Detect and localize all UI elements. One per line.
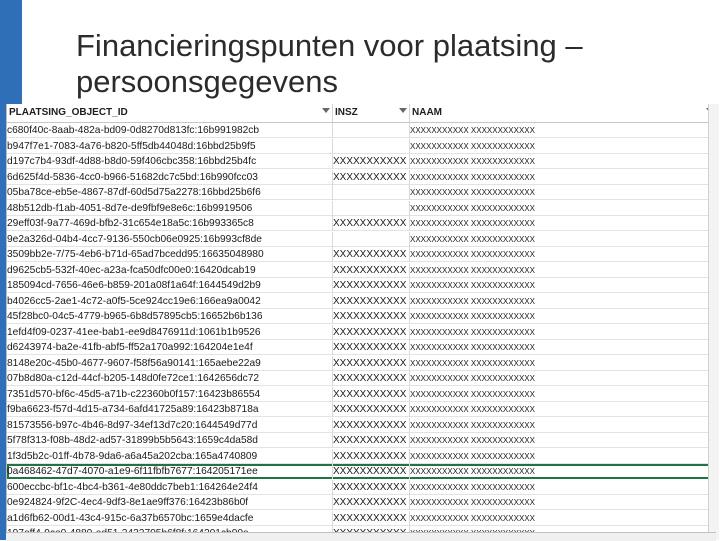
table-row[interactable] <box>7 356 717 371</box>
cell-naam[interactable]: XXXXXXXXXXX XXXXXXXXXXXX <box>410 387 717 402</box>
slide-title <box>76 28 706 100</box>
cell-naam[interactable]: XXXXXXXXXXX XXXXXXXXXXXX <box>410 170 717 185</box>
column-header-label: INSZ <box>335 107 358 118</box>
cell-naam[interactable]: XXXXXXXXXXX XXXXXXXXXXXX <box>410 449 717 464</box>
cell-plaatsing-object-id[interactable]: 600eccbc-bf1c-4bc4-b361-4e80ddc7beb1:164264e24f4 <box>7 480 333 495</box>
table-row[interactable] <box>7 371 717 386</box>
table-row[interactable] <box>7 464 717 479</box>
cell-naam[interactable]: XXXXXXXXXXX XXXXXXXXXXXX <box>410 278 717 293</box>
table-row[interactable] <box>7 216 717 231</box>
table-row[interactable] <box>7 185 717 200</box>
table-row[interactable] <box>7 449 717 464</box>
filter-dropdown-icon[interactable] <box>322 108 330 113</box>
table-row[interactable] <box>7 139 717 154</box>
cell-plaatsing-object-id[interactable]: 0e924824-9f2C-4ec4-9df3-8e1ae9ff376:16423b86b0f <box>7 495 333 510</box>
cell-naam[interactable]: XXXXXXXXXXX XXXXXXXXXXXX <box>410 154 717 169</box>
table-row[interactable] <box>7 123 717 138</box>
cell-naam[interactable]: XXXXXXXXXXX XXXXXXXXXXXX <box>410 123 717 138</box>
cell-naam[interactable]: XXXXXXXXXXX XXXXXXXXXXXX <box>410 495 717 510</box>
cell-naam[interactable]: XXXXXXXXXXX XXXXXXXXXXXX <box>410 371 717 386</box>
cell-insz[interactable]: XXXXXXXXXXX <box>333 464 410 479</box>
cell-naam[interactable]: XXXXXXXXXXX XXXXXXXXXXXX <box>410 418 717 433</box>
cell-naam[interactable]: XXXXXXXXXXX XXXXXXXXXXXX <box>410 433 717 448</box>
table-row[interactable] <box>7 170 717 185</box>
cell-naam[interactable]: XXXXXXXXXXX XXXXXXXXXXXX <box>410 480 717 495</box>
vertical-scrollbar[interactable] <box>708 104 719 540</box>
table-row[interactable] <box>7 201 717 216</box>
cell-insz[interactable]: XXXXXXXXXXX <box>333 402 410 417</box>
table-row[interactable] <box>7 495 717 510</box>
column-header-label: NAAM <box>412 107 442 118</box>
cell-plaatsing-object-id[interactable]: 81573556-b97c-4b46-8d97-34ef13d7c20:1644549d77d <box>7 418 333 433</box>
table-row[interactable] <box>7 278 717 293</box>
cell-plaatsing-object-id[interactable]: b947f7e1-7083-4a76-b820-5ff5db44048d:16bbd25b9f5 <box>7 139 333 154</box>
cell-plaatsing-object-id[interactable]: a1d6fb62-00d1-43c4-915c-6a37b6570bc:1659e4dacfe <box>7 511 333 526</box>
cell-naam[interactable]: XXXXXXXXXXX XXXXXXXXXXXX <box>410 402 717 417</box>
cell-naam[interactable]: XXXXXXXXXXX XXXXXXXXXXXX <box>410 309 717 324</box>
cell-naam[interactable]: XXXXXXXXXXX XXXXXXXXXXXX <box>410 201 717 216</box>
cell-insz[interactable]: XXXXXXXXXXX <box>333 356 410 371</box>
cell-plaatsing-object-id[interactable]: b4026cc5-2ae1-4c72-a0f5-5ce924cc19e6:166ea9a0042 <box>7 294 333 309</box>
table-header-row <box>7 104 717 123</box>
cell-plaatsing-object-id[interactable]: c680f40c-8aab-482a-bd09-0d8270d813fc:16b991982cb <box>7 123 333 138</box>
cell-plaatsing-object-id[interactable]: 07b8d80a-c12d-44cf-b205-148d0fe72ce1:1642656dc72 <box>7 371 333 386</box>
cell-plaatsing-object-id[interactable]: 48b512db-f1ab-4051-8d7e-de9fbf9e8e6c:16b9919506 <box>7 201 333 216</box>
cell-insz[interactable]: XXXXXXXXXXX <box>333 480 410 495</box>
cell-insz[interactable]: XXXXXXXXXXX <box>333 340 410 355</box>
cell-insz[interactable]: XXXXXXXXXXX <box>333 170 410 185</box>
cell-insz[interactable]: XXXXXXXXXXX <box>333 511 410 526</box>
cell-insz[interactable]: XXXXXXXXXXX <box>333 325 410 340</box>
slide-title-line-1: Financieringspunten voor plaatsing – <box>76 28 583 63</box>
filter-dropdown-icon[interactable] <box>399 108 407 113</box>
cell-insz[interactable]: XXXXXXXXXXX <box>333 216 410 231</box>
cell-naam[interactable]: XXXXXXXXXXX XXXXXXXXXXXX <box>410 294 717 309</box>
cell-insz[interactable]: XXXXXXXXXXX <box>333 247 410 262</box>
column-header-naam[interactable] <box>410 104 717 122</box>
cell-plaatsing-object-id[interactable]: f9ba6623-f57d-4d15-a734-6afd41725a89:16423b8718a <box>7 402 333 417</box>
cell-insz[interactable]: XXXXXXXXXXX <box>333 154 410 169</box>
table-row[interactable] <box>7 232 717 247</box>
cell-plaatsing-object-id[interactable]: 0a468462-47d7-4070-a1e9-6f11fbfb7677:164205171ee <box>7 464 333 479</box>
cell-insz[interactable] <box>333 185 410 200</box>
cell-naam[interactable]: XXXXXXXXXXX XXXXXXXXXXXX <box>410 139 717 154</box>
cell-insz[interactable] <box>333 139 410 154</box>
cell-plaatsing-object-id[interactable]: 6d625f4d-5836-4cc0-b966-51682dc7c5bd:16b990fcc03 <box>7 170 333 185</box>
cell-naam[interactable]: XXXXXXXXXXX XXXXXXXXXXXX <box>410 511 717 526</box>
cell-plaatsing-object-id[interactable]: 05ba78ce-eb5e-4867-87df-60d5d75a2278:16bbd25b6f6 <box>7 185 333 200</box>
table-row[interactable] <box>7 263 717 278</box>
cell-plaatsing-object-id[interactable]: 1efd4f09-0237-41ee-bab1-ee9d8476911d:1061b1b9526 <box>7 325 333 340</box>
cell-plaatsing-object-id[interactable]: 3509bb2e-7/75-4eb6-b71d-65ad7bcedd95:16635048980 <box>7 247 333 262</box>
cell-insz[interactable] <box>333 201 410 216</box>
cell-insz[interactable]: XXXXXXXXXXX <box>333 433 410 448</box>
cell-naam[interactable]: XXXXXXXXXXX XXXXXXXXXXXX <box>410 340 717 355</box>
table-row[interactable] <box>7 387 717 402</box>
cell-insz[interactable]: XXXXXXXXXXX <box>333 418 410 433</box>
cell-insz[interactable] <box>333 232 410 247</box>
table-row[interactable] <box>7 511 717 526</box>
table-row[interactable] <box>7 154 717 169</box>
cell-naam[interactable]: XXXXXXXXXXX XXXXXXXXXXXX <box>410 216 717 231</box>
table-row[interactable] <box>7 247 717 262</box>
cell-plaatsing-object-id[interactable]: 45f28bc0-04c5-4779-b965-6b8d57895cb5:16652b6b136 <box>7 309 333 324</box>
cell-plaatsing-object-id[interactable]: d197c7b4-93df-4d88-b8d0-59f406cbc358:16bbd25b4fc <box>7 154 333 169</box>
column-header-label: PLAATSING_OBJECT_ID <box>9 107 128 118</box>
spreadsheet <box>6 104 717 540</box>
cell-plaatsing-object-id[interactable]: 185094cd-7656-46e6-b859-201a08f1a64f:1644549d2b9 <box>7 278 333 293</box>
slide-title-line-2: persoonsgegevens <box>76 64 338 99</box>
table-row[interactable] <box>7 309 717 324</box>
cell-insz[interactable]: XXXXXXXXXXX <box>333 263 410 278</box>
cell-naam[interactable]: XXXXXXXXXXX XXXXXXXXXXXX <box>410 263 717 278</box>
table-row[interactable] <box>7 480 717 495</box>
cell-plaatsing-object-id[interactable]: 7351d570-bf6c-45d5-a71b-c22360b0f157:16423b86554 <box>7 387 333 402</box>
cell-plaatsing-object-id[interactable]: 8148e20c-45b0-4677-9607-f58f56a90141:165aebe22a9 <box>7 356 333 371</box>
table-row[interactable] <box>7 294 717 309</box>
cell-plaatsing-object-id[interactable]: 5f78f313-f08b-48d2-ad57-31899b5b5643:1659c4da58d <box>7 433 333 448</box>
table-row[interactable] <box>7 433 717 448</box>
cell-insz[interactable]: XXXXXXXXXXX <box>333 294 410 309</box>
table-row[interactable] <box>7 325 717 340</box>
column-header-insz[interactable] <box>333 104 410 122</box>
cell-plaatsing-object-id[interactable]: d6243974-ba2e-41fb-abf5-ff52a170a992:164204e1e4f <box>7 340 333 355</box>
cell-plaatsing-object-id[interactable]: d9625cb5-532f-40ec-a23a-fca50dfc00e0:16420dcab19 <box>7 263 333 278</box>
cell-naam[interactable]: XXXXXXXXXXX XXXXXXXXXXXX <box>410 325 717 340</box>
cell-naam[interactable]: XXXXXXXXXXX XXXXXXXXXXXX <box>410 356 717 371</box>
cell-naam[interactable]: XXXXXXXXXXX XXXXXXXXXXXX <box>410 247 717 262</box>
table-row[interactable] <box>7 418 717 433</box>
cell-plaatsing-object-id[interactable]: 1f3d5b2c-01ff-4b78-9da6-a6a45a202cba:165a4740809 <box>7 449 333 464</box>
cell-insz[interactable] <box>333 123 410 138</box>
cell-insz[interactable]: XXXXXXXXXXX <box>333 387 410 402</box>
cell-insz[interactable]: XXXXXXXXXXX <box>333 495 410 510</box>
cell-insz[interactable]: XXXXXXXXXXX <box>333 449 410 464</box>
column-header-plaatsing-object-id[interactable] <box>7 104 333 122</box>
cell-naam[interactable]: XXXXXXXXXXX XXXXXXXXXXXX <box>410 185 717 200</box>
cell-plaatsing-object-id[interactable]: 9e2a326d-04b4-4cc7-9136-550cb06e0925:16b993cf8de <box>7 232 333 247</box>
cell-insz[interactable]: XXXXXXXXXXX <box>333 278 410 293</box>
cell-naam[interactable]: XXXXXXXXXXX XXXXXXXXXXXX <box>410 464 717 479</box>
cell-insz[interactable]: XXXXXXXXXXX <box>333 309 410 324</box>
table-row[interactable] <box>7 340 717 355</box>
cell-naam[interactable]: XXXXXXXXXXX XXXXXXXXXXXX <box>410 232 717 247</box>
cell-insz[interactable]: XXXXXXXXXXX <box>333 371 410 386</box>
cell-plaatsing-object-id[interactable]: 29eff03f-9a77-469d-bfb2-31c654e18a5c:16b993365c8 <box>7 216 333 231</box>
table-row[interactable] <box>7 402 717 417</box>
